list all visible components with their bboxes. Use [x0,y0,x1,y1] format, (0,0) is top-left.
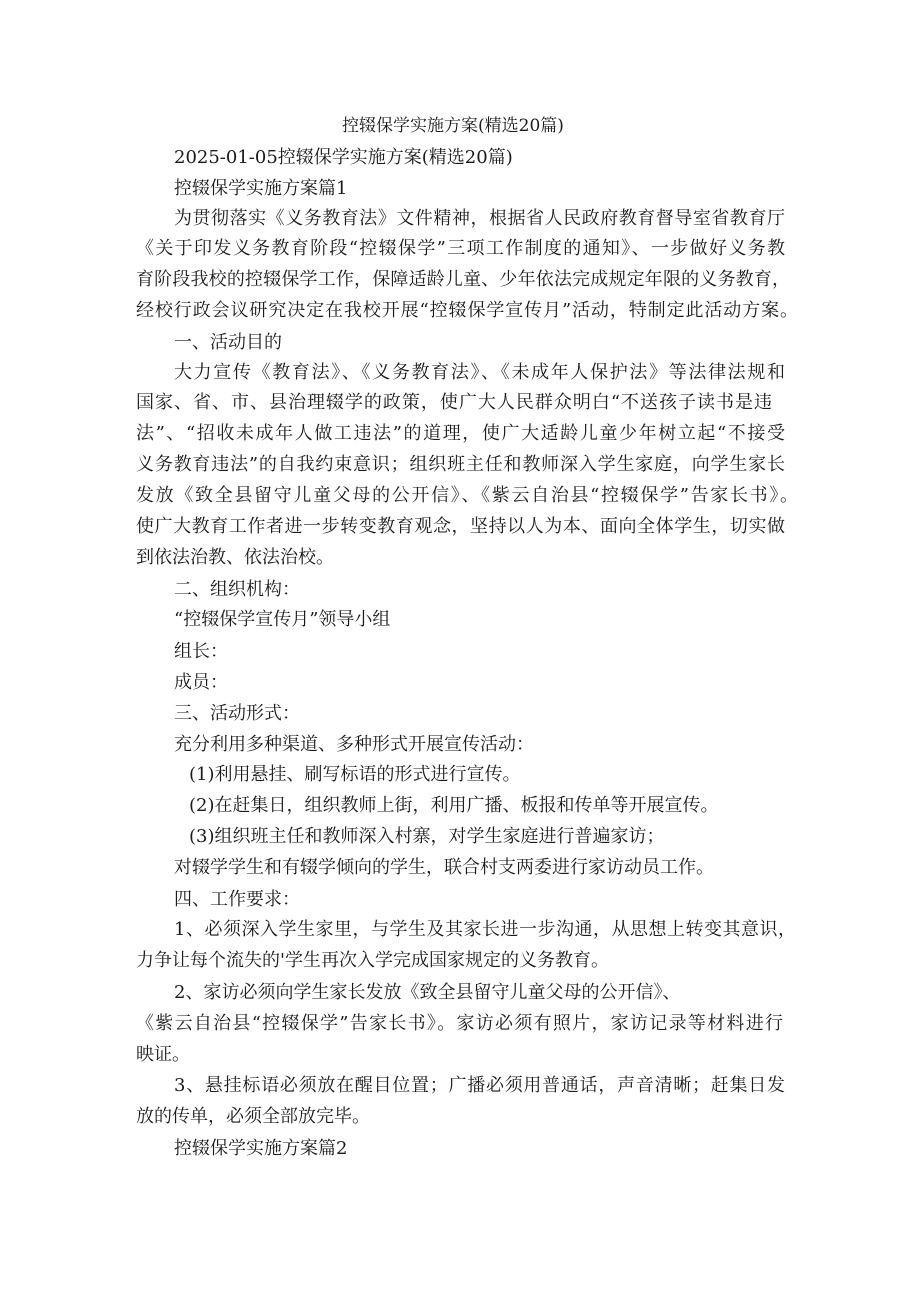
req3-line-2: 放的传单，必须全部放完毕。 [136,1106,370,1127]
form-item-1: (1)利用悬挂、刷写标语的形式进行宣传。 [189,764,521,785]
purpose-line-1: 大力宣传《教育法》、《义务教育法》、《未成年人保护法》等法律法规和 [174,362,785,383]
document-title: 控辍保学实施方案(精选20篇) [342,116,564,136]
form-intro: 充分利用多种渠道、多种形式开展宣传活动： [174,734,534,755]
purpose-line-7: 到依法治教、依法治校。 [136,547,334,568]
purpose-line-2: 国家、省、市、县治理辍学的政策，使广大人民群众明白“不送孩子读书是违 [136,392,772,413]
intro-line-3: 育阶段我校的控辍保学工作，保障适龄儿童、少年依法完成规定年限的义务教育， [136,269,790,290]
req3-line-1: 3、悬挂标语必须放在醒目位置；广播必须用普通话，声音清晰；赶集日发 [174,1075,785,1096]
date-line: 2025-01-05控辍保学实施方案(精选20篇) [174,147,513,168]
intro-line-4: 经校行政会议研究决定在我校开展“控辍保学宣传月”活动，特制定此活动方案。 [136,300,798,321]
req1-line-2: 力争让每个流失的'学生再次入学完成国家规定的义务教育。 [136,950,609,971]
heading-purpose: 一、活动目的 [174,332,282,353]
form-item-2: (2)在赶集日，组织教师上街，利用广播、板报和传单等开展宣传。 [189,795,719,816]
org-members-label: 成员： [174,672,228,693]
purpose-line-4: 义务教育违法”的自我约束意识；组织班主任和教师深入学生家庭，向学生家长 [136,454,785,475]
intro-line-2: 《关于印发义务教育阶段“控辍保学”三项工作制度的通知》、一步做好义务教 [136,238,785,259]
form-extra: 对辍学学生和有辍学倾向的学生，联合村支两委进行家访动员工作。 [174,857,714,878]
org-group-name: “控辍保学宣传月”领导小组 [174,609,391,630]
heading-organization: 二、组织机构： [174,579,300,600]
req2-line-3: 映证。 [136,1044,190,1065]
req2-line-2: 《紫云自治县“控辍保学”告家长书》。家访必须有照片，家访记录等材料进行 [136,1013,783,1034]
purpose-line-6: 使广大教育工作者进一步转变教育观念，坚持以人为本、面向全体学生，切实做 [136,516,785,537]
req2-line-1: 2、家访必须向学生家长发放《致全县留守儿童父母的公开信》、 [174,982,681,1003]
section-heading-2: 控辍保学实施方案篇2 [174,1138,348,1159]
org-leader-label: 组长： [174,641,228,662]
purpose-line-3: 法”、“招收未成年人做工违法”的道理，使广大适龄儿童少年树立起“不接受 [136,423,785,444]
intro-line-1: 为贯彻落实《义务教育法》文件精神，根据省人民政府教育督导室省教育厅 [174,208,785,229]
form-item-3: (3)组织班主任和教师深入村寨，对学生家庭进行普遍家访； [189,826,665,847]
heading-requirements: 四、工作要求： [174,889,300,910]
heading-activity-form: 三、活动形式： [174,703,300,724]
purpose-line-5: 发放《致全县留守儿童父母的公开信》、《紫云自治县“控辍保学”告家长书》。 [136,485,798,506]
section-heading-1: 控辍保学实施方案篇1 [174,178,348,199]
req1-line-1: 1、必须深入学生家里，与学生及其家长进一步沟通，从思想上转变其意识， [174,919,796,940]
